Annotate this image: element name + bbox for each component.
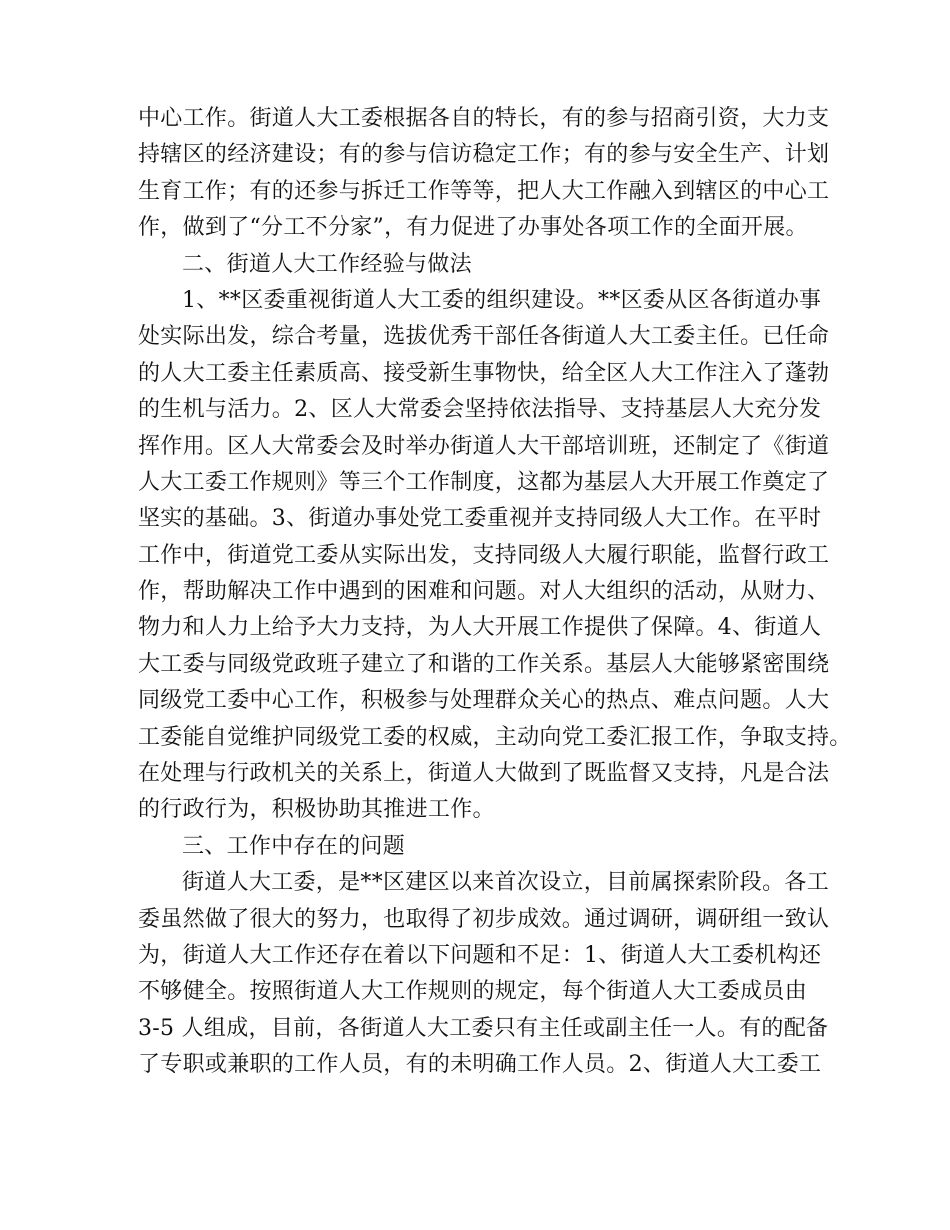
text-line: 工作中，街道党工委从实际出发，支持同级人大履行职能，监督行政工	[138, 542, 830, 568]
document-body	[138, 101, 852, 1084]
text-line: 作，做到了“分工不分家”，有力促进了办事处各项工作的全面开展。	[138, 215, 808, 241]
text-line: 人大工委工作规则》等三个工作制度，这都为基层人大开展工作奠定了	[138, 469, 830, 495]
text-line: 作，帮助解决工作中遇到的困难和问题。对人大组织的活动，从财力、	[138, 579, 830, 605]
text-line: 的人大工委主任素质高、接受新生事物快，给全区人大工作注入了蓬勃	[138, 360, 830, 386]
text-line: 不够健全。按照街道人大工作规则的规定，每个街道人大工委成员由	[138, 979, 808, 1005]
text-line: 的生机与活力。2、区人大常委会坚持依法指导、支持基层人大充分发	[138, 397, 822, 423]
text-line: 生育工作；有的还参与拆迁工作等等，把人大工作融入到辖区的中心工	[138, 178, 830, 204]
text-line: 委虽然做了很大的努力，也取得了初步成效。通过调研，调研组一致认	[138, 906, 830, 932]
text-line: 在处理与行政机关的关系上，街道人大做到了既监督又支持，凡是合法	[138, 761, 830, 787]
text-line: 了专职或兼职的工作人员，有的未明确工作人员。2、街道人大工委工	[138, 1052, 822, 1078]
text-line: 物力和人力上给予大力支持，为人大开展工作提供了保障。4、街道人	[138, 615, 822, 641]
text-line: 二、街道人大工作经验与做法	[182, 251, 472, 277]
text-line: 1、**区委重视街道人大工委的组织建设。**区委从区各街道办事	[182, 287, 822, 313]
text-line: 持辖区的经济建设；有的参与信访稳定工作；有的参与安全生产、计划	[138, 142, 830, 168]
text-line: 中心工作。街道人大工委根据各自的特长，有的参与招商引资，大力支	[138, 106, 830, 131]
text-line: 大工委与同级党政班子建立了和谐的工作关系。基层人大能够紧密围绕	[138, 651, 830, 677]
text-line: 坚实的基础。3、街道办事处党工委重视并支持同级人大工作。在平时	[138, 506, 822, 532]
text-line: 挥作用。区人大常委会及时举办街道人大干部培训班，还制定了《街道	[138, 433, 830, 459]
text-line: 三、工作中存在的问题	[182, 833, 406, 859]
text-line: 同级党工委中心工作，积极参与处理群众关心的热点、难点问题。人大	[138, 688, 830, 714]
text-line: 街道人大工委，是**区建区以来首次设立，目前属探索阶段。各工	[182, 870, 830, 896]
text-line: 工委能自觉维护同级党工委的权威，主动向党工委汇报工作，争取支持。	[138, 724, 852, 750]
text-line: 为，街道人大工作还存在着以下问题和不足：1、街道人大工委机构还	[138, 942, 822, 968]
text-line: 3-5 人组成，目前，各街道人大工委只有主任或副主任一人。有的配备	[138, 1015, 829, 1041]
text-line: 处实际出发，综合考量，选拔优秀干部任各街道人大工委主任。已任命	[138, 324, 830, 350]
text-line: 的行政行为，积极协助其推进工作。	[138, 797, 495, 823]
